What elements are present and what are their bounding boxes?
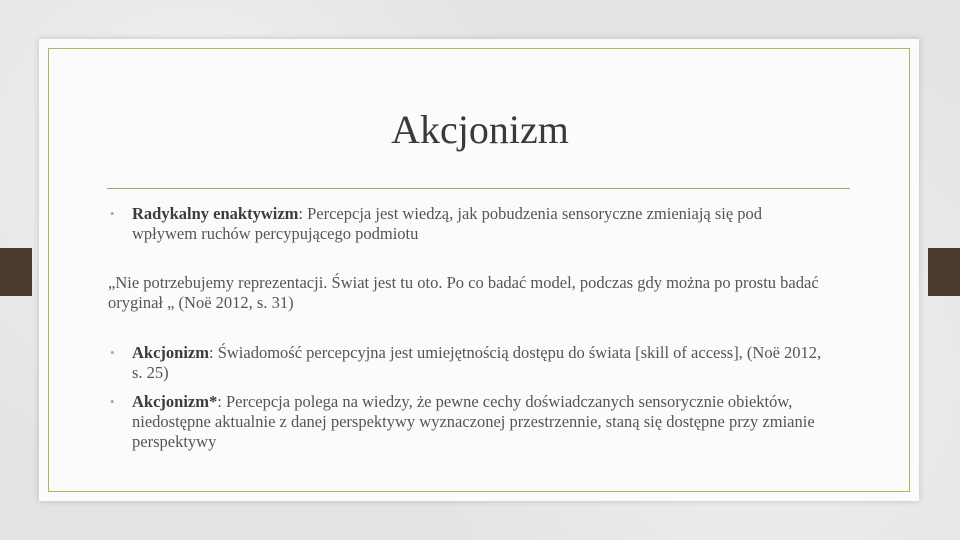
slide-title: Akcjonizm [391, 107, 569, 152]
bullet-item [108, 343, 828, 383]
bullet-text: : Percepcja jest wiedzą, jak pobudzenia sensoryczne zmieniają się pod wpływem ruchów percypującego podmiotu [132, 204, 763, 243]
quote-paragraph: „Nie potrzebujemy reprezentacji. Świat jest tu oto. Po co badać model, podczas gdy można po prostu badać oryginał „ (Noë 2012, s. 31) [108, 273, 819, 312]
bullet-text: : Świadomość percepcyjna jest umiejętnością dostępu do świata [skill of access], (Noë 2012, s. 25) [132, 343, 822, 382]
bullet-text: : Percepcja polega na wiedzy, że pewne cechy doświadczanych sensorycznie obiektów, niedostępne aktualnie z danej perspektywy wyznaczonej przestrzennie, staną się dostępne przy zmianie perspektywy [132, 392, 815, 451]
title-divider [107, 188, 850, 189]
bullet-term: Radykalny enaktywizm [132, 204, 299, 223]
bullet-item [108, 204, 828, 244]
bullet-icon: • [110, 394, 115, 409]
right-side-tab [928, 248, 960, 296]
bullet-item [108, 392, 828, 452]
bullet-icon: • [110, 206, 115, 221]
slide-content [108, 200, 828, 452]
left-side-tab [0, 248, 32, 296]
bullet-term: Akcjonizm [132, 343, 209, 362]
bullet-term: Akcjonizm* [132, 392, 218, 411]
bullet-icon: • [110, 345, 115, 360]
